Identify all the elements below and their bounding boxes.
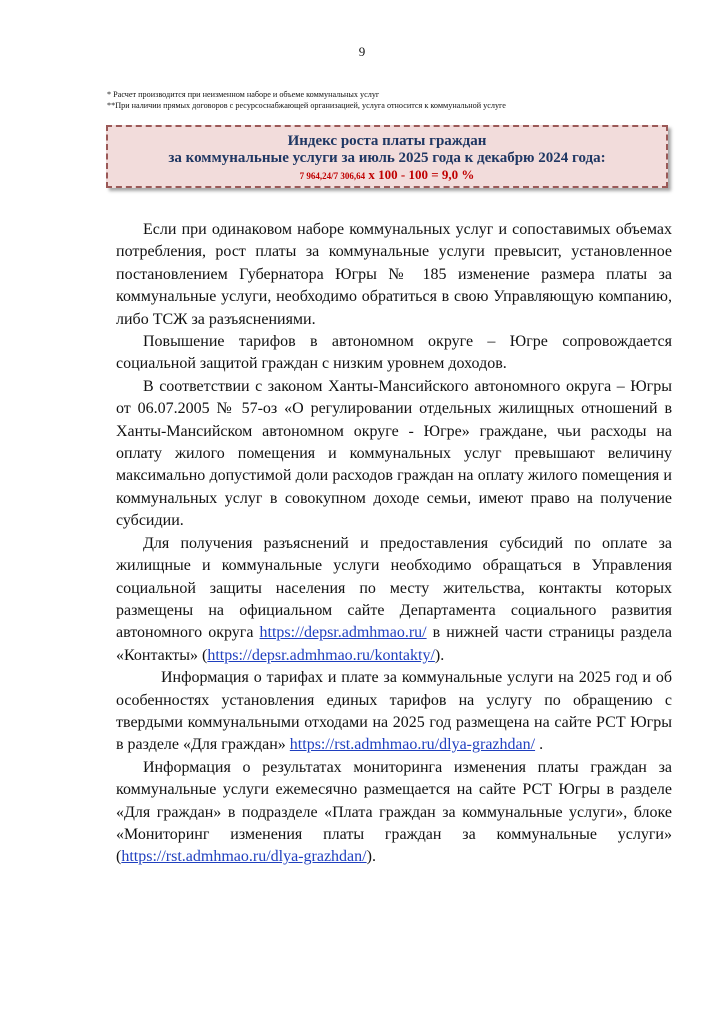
- paragraph-6: [116, 757, 672, 869]
- depsr-link[interactable]: https://depsr.admhmao.ru/: [259, 624, 427, 642]
- paragraph-2: Повышение тарифов в автономном округе – Югре сопровождается социальной защитой граждан с низким уровнем доходов.: [116, 333, 672, 373]
- index-title: Индекс роста платы граждан: [287, 133, 487, 149]
- paragraph-4-text-c: ).: [434, 646, 445, 664]
- paragraph-3: В соответствии с законом Ханты-Мансийского автономного округа – Югры от 06.07.2005 № 57-оз «О регулировании отдельных жилищных отношений в Ханты-Мансийском автономном округе - Югре» граждане, чьи расходы на оплату жилого помещения и коммунальных услуг превышают величину максимально допустимой доли расходов граждан на оплату жилого помещения и коммунальных услуг в совокупном доходе семьи, имеют право на получение субсидии.: [116, 377, 672, 530]
- rst-monitoring-link[interactable]: https://rst.admhmao.ru/dlya-grazhdan/: [121, 848, 367, 866]
- footnote-2: **При наличии прямых договоров с ресурсоснабжающей организацией, услуга относится к коммунальной услуге: [107, 101, 506, 110]
- index-formula-result: х 100 - 100 = 9,0 %: [365, 167, 475, 182]
- paragraph-4: [116, 533, 672, 667]
- paragraph-6-text-b: ).: [366, 848, 376, 866]
- paragraph-4-text-b: в нижней части страницы раздела «Контакты» (: [116, 624, 672, 664]
- paragraph-5: [116, 667, 672, 757]
- footnote-1: * Расчет производится при неизменном наборе и объеме коммунальных услуг: [107, 90, 380, 99]
- rst-citizens-link[interactable]: https://rst.admhmao.ru/dlya-grazhdan/: [289, 736, 536, 754]
- paragraph-5-text-b: .: [535, 736, 544, 754]
- growth-index-box: [106, 125, 668, 188]
- page-number: 9: [358, 44, 366, 59]
- index-formula: [108, 167, 666, 184]
- depsr-contacts-link[interactable]: https://depsr.admhmao.ru/kontakty/: [207, 646, 435, 664]
- index-formula-ratio: 7 964,24/7 306,64: [299, 171, 366, 181]
- paragraph-5-text-a: Информация о тарифах и плате за коммунальные услуги на 2025 год и об особенностях установления единых тарифов на услугу по обращению с твердыми коммунальными отходами на 2025 год размещена на сайте РСТ Югры в разделе «Для граждан»: [116, 669, 672, 754]
- paragraph-6-text-a: Информация о результатах мониторинга изменения платы граждан за коммунальные услуги ежемесячно размещается на сайте РСТ Югры в разделе «Для граждан» в подразделе «Плата граждан за коммунальные услуги», блоке «Мониторинг изменения платы граждан за коммунальные услуги» (: [116, 758, 672, 866]
- index-subtitle: за коммунальные услуги за июль 2025 года к декабрю 2024 года:: [168, 150, 606, 166]
- paragraph-4-text-a: Для получения разъяснений и предоставления субсидий по оплате за жилищные и коммунальные услуги необходимо обращаться в Управления социальной защиты населения по месту жительства, контакты которых размещены на официальном сайте Департамента социального развития автономного округа: [116, 534, 672, 642]
- footnotes: [107, 89, 667, 111]
- body-text: [116, 219, 672, 869]
- paragraph-1: Если при одинаковом наборе коммунальных услуг и сопоставимых объемах потребления, рост платы за коммунальные услуги превысит, установленное постановлением Губернатора Югры № 185 изменение размера платы за коммунальные услуги, необходимо обратиться в свою Управляющую компанию, либо ТСЖ за разъяснениями.: [116, 221, 672, 328]
